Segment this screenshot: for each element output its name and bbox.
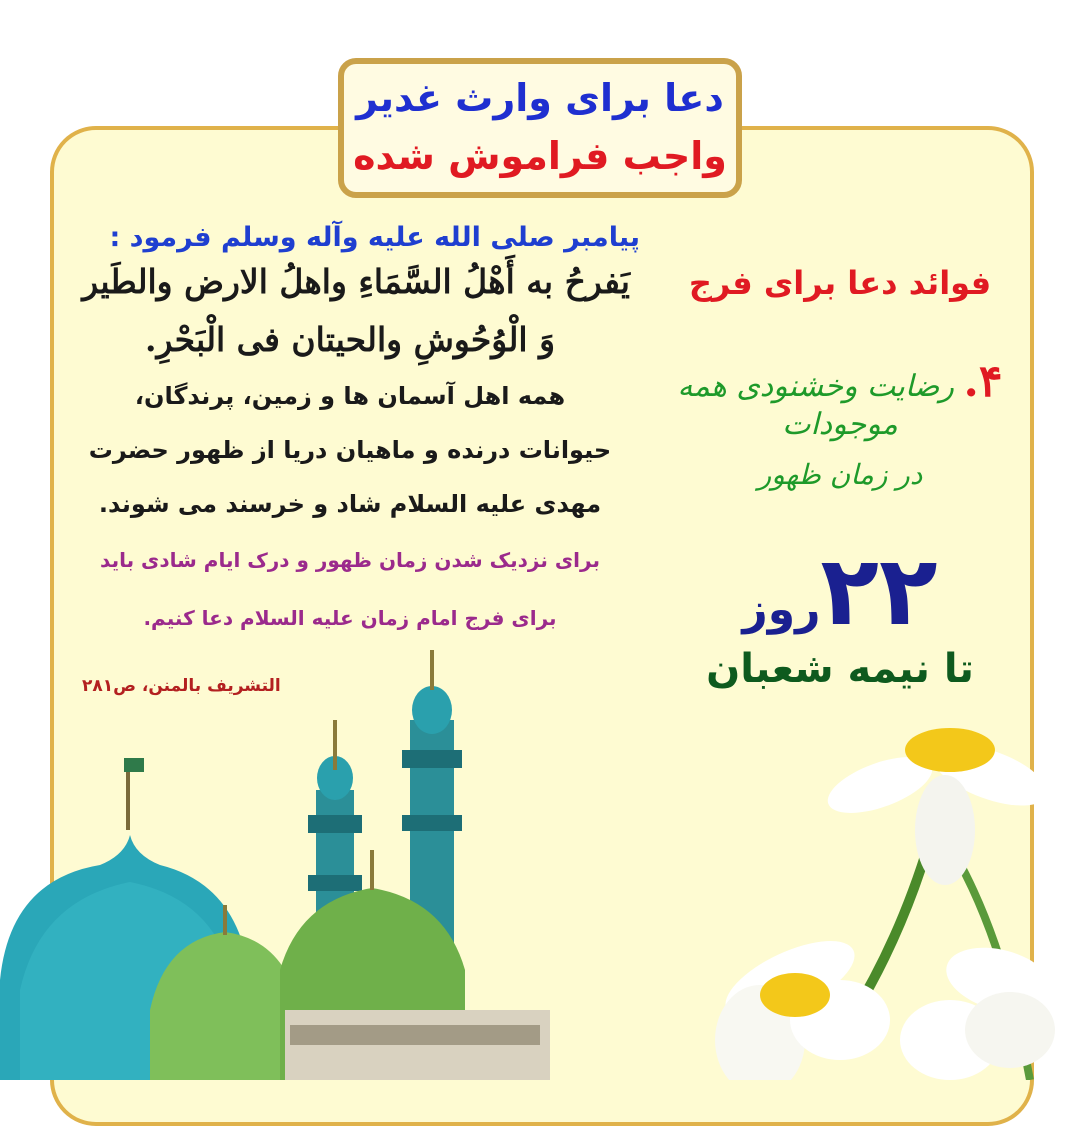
hadith-block — [70, 222, 640, 647]
persian-line-2: حیوانات درنده و ماهیان دریا از ظهور حضرت — [88, 436, 612, 464]
arabic-line-1: یَفرحُ به أَهْلُ السَّمَاءِ واهلُ الارض والطَیر — [82, 262, 630, 301]
note-line-1: برای نزدیک شدن زمان ظهور و درک ایام شادی باید — [100, 548, 600, 572]
benefit-point — [660, 356, 1020, 442]
point-text-line-1: رضایت وخشنودی همه موجودات — [677, 369, 954, 442]
benefits-block — [660, 264, 1020, 491]
title-box — [338, 58, 742, 198]
point-number: ۴. — [963, 356, 1003, 407]
narcissus-flowers-illustration — [700, 720, 1080, 1080]
countdown-unit: روز — [742, 584, 821, 635]
persian-line-1: همه اهل آسمان ها و زمین، پرندگان، — [134, 382, 566, 410]
hadith-intro: پیامبر صلی الله علیه وآله وسلم فرمود : — [109, 222, 640, 253]
mosque-illustration — [0, 650, 560, 1080]
benefits-heading: فوائد دعا برای فرج — [688, 264, 992, 302]
countdown-until: تا نیمه شعبان — [706, 646, 974, 692]
title-line-1: دعا برای وارث غدیر — [356, 76, 724, 120]
point-text-line-2: در زمان ظهور — [757, 458, 923, 491]
arabic-line-2: وَ الْوُحُوشِ والحیتان فی الْبَحْرِ. — [144, 320, 556, 359]
persian-line-3: مهدی علیه السلام شاد و خرسند می شوند. — [98, 490, 602, 518]
source-citation: التشریف بالمنن، ص۲۸۱ — [82, 676, 281, 696]
countdown-number: ۲۲ — [820, 535, 938, 647]
title-line-2: واجب فراموش شده — [353, 134, 727, 178]
note-line-2: برای فرج امام زمان علیه السلام دعا کنیم. — [143, 606, 557, 630]
countdown — [740, 535, 940, 647]
